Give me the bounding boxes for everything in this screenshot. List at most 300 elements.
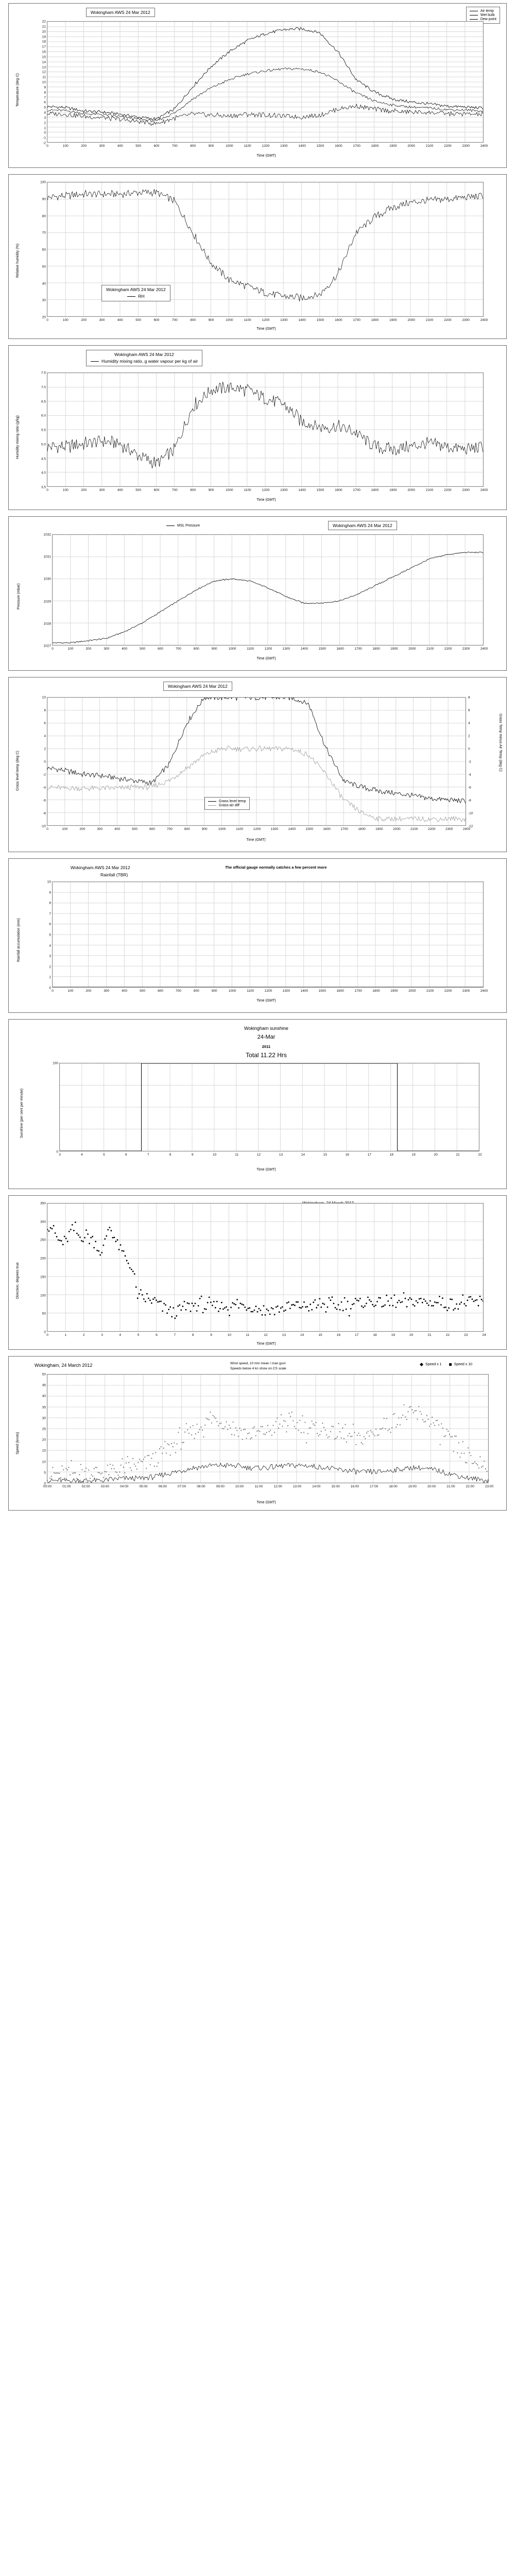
ytick-label: 30 [42,298,46,302]
xtick-label: 2200 [444,488,452,492]
legend-swatch-dew-point [470,19,478,20]
xtick-label: 21 [427,1333,432,1337]
ytick-label: 45 [42,1383,46,1387]
xlabel-temperature: Time (GMT) [256,154,276,158]
chart-total-sunshine: Total 11.22 Hrs [246,1052,287,1059]
ytick-label: 15 [42,1449,46,1453]
xtick-label: 12 [256,1153,261,1157]
xtick-label: 1300 [280,318,288,322]
ytick-label: 15 [42,55,46,59]
ytick-label: 4 [49,944,51,948]
xtick-label: 17 [367,1153,371,1157]
xtick-label: 12 [264,1333,268,1337]
ytick-label: 1027 [43,644,51,648]
legend-label-air-temp: Air temp [480,9,494,13]
ytick-label: 3 [49,954,51,958]
ytick-label: 9 [44,86,46,90]
series-temperature [47,22,483,142]
xtick-label: 100 [62,144,68,148]
ytick-label: 10 [42,80,46,84]
ytick-label: 9 [49,891,51,895]
xtick-label: 8 [192,1333,194,1337]
ytick-label: -10 [41,824,46,828]
xtick-label: 400 [122,989,128,993]
ylabel-mixing-ratio: Humidity mixing ratio (g/kg) [16,415,20,459]
ytick-label-right: -4 [468,773,471,777]
xtick-label: 13:00 [293,1485,302,1488]
xtick-label: 15 [323,1153,327,1157]
xtick-label: 1500 [316,144,324,148]
ytick-label: 4.5 [41,457,46,461]
xtick-label: 1400 [300,647,308,651]
xtick-label: 2100 [425,144,434,148]
xtick-label: 100 [62,488,68,492]
xtick-label: 1800 [371,488,379,492]
xtick-label: 1600 [336,647,344,651]
chart-title-mixing-ratio [86,350,202,366]
ytick-label: 4 [44,111,46,115]
plot-area-mixing-ratio [47,372,484,487]
xtick-label: 1600 [336,989,344,993]
ylabel-temperature: Temperature (deg C) [16,73,20,107]
xtick-label: 16 [345,1153,349,1157]
xtick-label: 0 [52,647,54,651]
xtick-label: 2100 [425,318,434,322]
legend-label-speed-x10: Speed x 10 [454,1363,472,1366]
chart-title-humidity [101,285,170,301]
xtick-label: 2200 [444,989,452,993]
ylabel-right-grass-temp: Grass Temp minus Air Temp (deg C) [499,714,502,772]
xtick-label: 400 [122,647,128,651]
ytick-label: 10 [42,1460,46,1464]
xtick-label: 800 [193,647,199,651]
xtick-label: 0 [46,1333,48,1337]
xtick-label: 1000 [226,318,233,322]
ytick-label: 90 [42,197,46,201]
xtick-label: 500 [135,318,142,322]
xtick-label: 2100 [425,488,434,492]
xtick-label: 1600 [335,144,342,148]
xtick-label: 1100 [244,488,251,492]
xtick-label: 2000 [408,989,416,993]
xtick-label: 700 [175,647,181,651]
series-grass-temp [47,698,466,825]
xtick-label: 1300 [282,989,290,993]
ytick-label: 1030 [43,577,51,581]
xtick-label: 1400 [298,318,306,322]
xtick-label: 200 [85,647,92,651]
ylabel-wind-direction: Direction, degrees true [16,1262,20,1299]
ytick-label-right: 4 [468,721,470,725]
xtick-label: 800 [190,144,196,148]
ytick-label: 21 [42,25,46,29]
ytick-label: 40 [42,1394,46,1398]
ytick-label: -8 [43,811,46,816]
xtick-label: 11 [246,1333,250,1337]
xtick-label: 1700 [354,989,362,993]
ytick-label: 70 [42,231,46,235]
xtick-label: 0 [52,989,54,993]
xtick-label: 2400 [462,827,471,831]
xtick-label: 200 [81,318,87,322]
ytick-label: 7.0 [41,385,46,389]
xtick-label: 21 [456,1153,460,1157]
xtick-label: 19 [411,1153,416,1157]
chart-panel-mixing-ratio [8,345,507,510]
ytick-label: 20 [42,1438,46,1442]
xtick-label: 2200 [427,827,436,831]
xtick-label: 1000 [228,989,236,993]
plot-area-rainfall [52,882,484,988]
xtick-label: 700 [166,827,173,831]
ytick-label: 100 [53,1061,58,1065]
series-wind-direction [47,1204,483,1331]
xtick-label: 600 [158,647,163,651]
series-rainfall [53,882,483,987]
legend-grass-temp [204,797,250,810]
xtick-label: 9 [191,1153,194,1157]
xtick-label: 13 [279,1153,283,1157]
xtick-label: 2400 [480,989,488,993]
ytick-label-right: -2 [468,760,471,764]
xtick-label: 900 [201,827,208,831]
xtick-label: 2 [82,1333,85,1337]
xtick-label: 1500 [316,318,324,322]
legend-swatch-grass-level-temp [208,801,216,802]
chart-title-rainfall: Wokingham AWS 24 Mar 2012 [71,865,130,870]
legend-label-speed-x1: Speed x 1 [425,1363,442,1366]
ytick-label: 17 [42,45,46,49]
ytick-label: 8 [44,708,46,713]
ytick-label: 350 [40,1201,46,1206]
xtick-label: 2000 [393,827,401,831]
ytick-label: 150 [40,1275,46,1279]
xtick-label: 12:00 [273,1485,282,1488]
legend-swatch-mixing-ratio [91,361,99,362]
xtick-label: 300 [104,989,110,993]
xtick-label: 1300 [280,488,288,492]
xtick-label: 1100 [247,989,254,993]
chart-panel-humidity [8,174,507,339]
legend-label-dew-point: Dew point [480,18,496,21]
xtick-label: 18:00 [389,1485,398,1488]
xtick-label: 1100 [236,827,244,831]
xtick-label: 15 [318,1333,322,1337]
xtick-label: 500 [135,488,142,492]
ytick-label: 0 [44,131,46,135]
xtick-label: 1200 [262,488,270,492]
xtick-label: 1600 [323,827,331,831]
xtick-label: 1800 [371,144,379,148]
chart-title-temperature: Wokingham AWS 24 Mar 2012 [86,8,155,17]
xtick-label: 300 [97,827,103,831]
xtick-label: 300 [99,318,105,322]
xtick-label: 1700 [353,318,360,322]
ytick-label: 5 [49,933,51,937]
plot-area-sunshine [59,1063,479,1151]
ytick-label: 50 [42,1312,46,1316]
xtick-label: 400 [114,827,121,831]
xtick-label: 02:00 [81,1485,90,1488]
xtick-label: 17:00 [370,1485,379,1488]
ytick-label-right: -6 [468,786,471,790]
xtick-label: 1900 [389,144,397,148]
xtick-label: 14:00 [312,1485,321,1488]
ytick-label: 22 [42,20,46,24]
xtick-label: 6 [125,1153,127,1157]
xtick-label: 600 [153,488,160,492]
xtick-label: 1100 [244,144,251,148]
xtick-label: 2400 [480,144,488,148]
ytick-label: 10 [42,696,46,700]
xtick-label: 2200 [444,144,452,148]
legend-label-grass-level-temp: Grass level temp [219,800,246,803]
chart-panel-rainfall [8,858,507,1013]
plot-area-pressure [52,534,484,646]
xtick-label: 500 [140,647,146,651]
xlabel-rainfall: Time (GMT) [256,999,276,1003]
ytick-label: 80 [42,214,46,218]
xtick-label: 1700 [340,827,348,831]
xtick-label: 2200 [444,647,452,651]
legend-wind-speed [417,1361,475,1368]
chart-note-rainfall: The official gauge normally catches a few percent more [225,865,327,870]
xtick-label: 1 [64,1333,67,1337]
xtick-label: 2300 [462,318,470,322]
ytick-label: 3 [44,116,46,120]
xtick-label: 100 [62,827,68,831]
xtick-label: 100 [62,318,68,322]
xtick-label: 2400 [480,647,488,651]
chart-panel-grass-temp [8,677,507,852]
ytick-label: 14 [42,60,46,64]
chart-note1-wind-speed: Wind speed, 10 min mean / max gust [230,1362,286,1365]
chart-subtitle-rainfall: Rainfall (TBR) [100,872,128,877]
xtick-label: 09:00 [216,1485,225,1488]
ytick-label: -1 [43,136,46,140]
ytick-label: 11 [42,75,46,79]
xtick-label: 1100 [244,318,251,322]
ytick-label-right: -10 [468,811,473,816]
xtick-label: 500 [140,989,146,993]
xtick-label: 1800 [371,318,379,322]
xtick-label: 10 [227,1333,231,1337]
ytick-label: -4 [43,786,46,790]
xtick-label: 20 [409,1333,414,1337]
ytick-label: 3.5 [41,485,46,489]
ytick-label: 0 [56,1150,58,1154]
xtick-label: 23:00 [485,1485,494,1488]
ytick-label: 8 [44,91,46,95]
xtick-label: 2000 [408,647,416,651]
xtick-label: 500 [135,144,142,148]
chart-title-mixing-ratio-text: Wokingham AWS 24 Mar 2012 [114,352,174,357]
ylabel-rainfall: Rainfall accumulation (mm) [17,918,21,962]
xtick-label: 200 [85,989,92,993]
series-pressure [53,535,483,645]
xtick-label: 18 [389,1153,393,1157]
xtick-label: 1600 [335,318,342,322]
ytick-label: 20 [42,315,46,319]
xtick-label: 10 [213,1153,217,1157]
xtick-label: 7 [174,1333,176,1337]
ytick-label: 1 [44,126,46,130]
xtick-label: 1900 [389,318,397,322]
xtick-label: 00:00 [43,1485,52,1488]
xtick-label: 6 [156,1333,158,1337]
xtick-label: 1800 [372,647,380,651]
xtick-label: 300 [104,647,110,651]
xtick-label: 19 [391,1333,395,1337]
xtick-label: 700 [171,488,178,492]
xtick-label: 1900 [390,989,398,993]
xtick-label: 3 [101,1333,103,1337]
xtick-label: 1600 [335,488,342,492]
ytick-label: 8 [49,901,51,905]
xtick-label: 4 [119,1333,122,1337]
xtick-label: 400 [117,144,123,148]
xlabel-mixing-ratio: Time (GMT) [256,498,276,502]
legend-label-msl-pressure: MSL Pressure [177,524,200,528]
xtick-label: 4 [81,1153,83,1157]
xtick-label: 07:00 [177,1485,186,1488]
chart-year-sunshine: 2011 [262,1044,271,1049]
ytick-label: 1 [49,975,51,979]
chart-title-sunshine: Wokingham sunshine [244,1026,288,1031]
xtick-label: 1400 [298,488,306,492]
ytick-label: 5 [44,106,46,110]
xtick-label: 1500 [318,989,326,993]
ylabel-grass-temp: Grass level temp (deg C) [16,751,20,791]
xtick-label: 8 [169,1153,171,1157]
chart-panel-pressure [8,516,507,671]
ytick-label: 300 [40,1220,46,1224]
xtick-label: 19:00 [408,1485,417,1488]
ytick-label: 6.5 [41,400,46,403]
legend-marker-speed-x1 [420,1363,423,1366]
plot-area-wind-speed [47,1374,489,1483]
xtick-label: 900 [208,488,214,492]
xtick-label: 1700 [353,144,360,148]
xtick-label: 300 [99,144,105,148]
xtick-label: 23 [464,1333,468,1337]
ytick-label: 7 [49,912,51,916]
xlabel-grass-temp: Time (GMT) [246,838,266,842]
xtick-label: 1200 [262,144,270,148]
xtick-label: 1800 [372,989,380,993]
xtick-label: 800 [184,827,190,831]
chart-subtitle-sunshine: 24-Mar [257,1034,276,1040]
xtick-label: 05:00 [139,1485,148,1488]
xtick-label: 0 [46,827,48,831]
xtick-label: 1900 [389,488,397,492]
xtick-label: 1300 [280,144,288,148]
xtick-label: 100 [67,647,74,651]
ytick-label: 13 [42,65,46,69]
xlabel-wind-direction: Time (GMT) [256,1342,276,1346]
xtick-label: 5 [103,1153,105,1157]
xtick-label: 200 [81,144,87,148]
xtick-label: 2300 [462,989,470,993]
xtick-label: 1400 [288,827,296,831]
ytick-label: 1029 [43,600,51,604]
ytick-label: 19 [42,35,46,39]
xtick-label: 9 [210,1333,212,1337]
xtick-label: 1700 [353,488,360,492]
legend-label-wet-bulb: Wet bulb [480,13,495,17]
ytick-label: 1032 [43,533,51,537]
legend-swatch-grass-air-diff [208,805,216,806]
ytick-label: 6 [44,100,46,105]
xtick-label: 800 [190,488,196,492]
chart-panel-temperature [8,3,507,168]
ytick-label-right: -12 [468,824,473,828]
ytick-label: 0 [44,1330,46,1334]
chart-title-humidity-text: Wokingham AWS 24 Mar 2012 [106,287,166,292]
xtick-label: 0 [46,318,48,322]
chart-panel-wind-direction [8,1195,507,1350]
ytick-label: 5.5 [41,428,46,432]
series-wind-speed [47,1375,488,1483]
ytick-label: 18 [42,40,46,44]
ytick-label-right: 0 [468,747,470,751]
xtick-label: 1200 [253,827,261,831]
ytick-label: 6 [44,721,46,725]
xlabel-wind-speed: Time (GMT) [256,1501,276,1504]
ytick-label: 2 [44,121,46,125]
ytick-label: 6 [49,922,51,926]
legend-swatch-rh [127,296,135,297]
xtick-label: 300 [99,488,105,492]
xtick-label: 500 [132,827,138,831]
xtick-label: 3 [59,1153,61,1157]
xtick-label: 1900 [390,647,398,651]
xtick-label: 1400 [298,144,306,148]
xtick-label: 1200 [264,647,272,651]
xtick-label: 1400 [300,989,308,993]
plot-area-temperature [47,21,484,143]
ytick-label: 0 [44,760,46,764]
ytick-label: 35 [42,1405,46,1410]
xtick-label: 600 [153,144,160,148]
ytick-label: -6 [43,799,46,803]
ytick-label: 5 [44,1471,46,1475]
xtick-label: 700 [171,144,178,148]
ylabel-wind-speed: Speed (knots) [16,1432,20,1454]
plot-area-grass-temp [47,697,466,826]
ytick-label: 40 [42,282,46,285]
xtick-label: 2300 [445,827,453,831]
ytick-label: 6.0 [41,414,46,418]
chart-title-grass-temp: Wokingham AWS 24 Mar 2012 [163,682,232,691]
xtick-label: 18 [373,1333,377,1337]
xtick-label: 10:00 [235,1485,244,1488]
xtick-label: 14 [300,1333,304,1337]
ytick-label: 0 [49,986,51,990]
chart-panel-wind-speed [8,1356,507,1511]
ytick-label: 60 [42,248,46,252]
xtick-label: 900 [208,318,214,322]
xtick-label: 1200 [262,318,270,322]
xtick-label: 22 [478,1153,482,1157]
ytick-label: 200 [40,1257,46,1261]
xtick-label: 1300 [282,647,290,651]
xtick-label: 1000 [218,827,226,831]
ytick-label: 16 [42,50,46,54]
ylabel-humidity: Relative humidity (%) [16,243,20,278]
xtick-label: 800 [193,989,199,993]
ytick-label: 7.5 [41,371,46,375]
